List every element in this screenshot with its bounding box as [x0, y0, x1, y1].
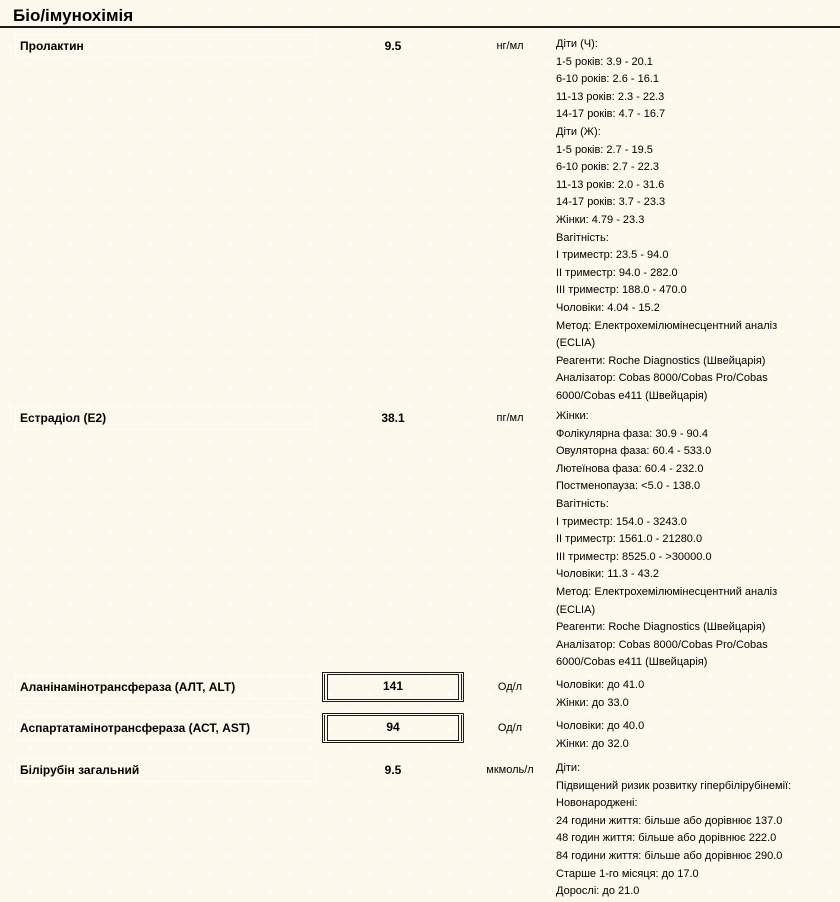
reference-line: (ECLIA) [556, 337, 596, 350]
reference-line: Діти (Ж): [556, 125, 601, 138]
test-unit: мкмоль/л [486, 764, 534, 776]
section-title: Біо/імунохімія [13, 6, 134, 25]
reference-line: III триместр: 8525.0 - >30000.0 [556, 550, 712, 563]
reference-line: (ECLIA) [556, 603, 596, 616]
reference-line: Чоловіки: до 41.0 [556, 679, 645, 691]
test-unit: Од/л [497, 681, 523, 693]
flagged-value-text: 94 [386, 720, 400, 734]
test-value: 38.1 [381, 411, 405, 425]
section-header [0, 0, 840, 28]
reference-line: 14-17 років: 3.7 - 23.3 [556, 196, 666, 209]
test-value: 9.5 [384, 39, 402, 53]
flagged-value-text: 141 [382, 679, 404, 693]
reference-line: Лютеїнова фаза: 60.4 - 232.0 [556, 462, 704, 475]
test-unit: пг/мл [496, 412, 524, 424]
reference-line: 48 годин життя: більше або дорівнює 222.0 [556, 832, 777, 845]
reference-line: Жінки: до 32.0 [556, 737, 629, 750]
reference-line: I триместр: 23.5 - 94.0 [556, 249, 669, 262]
reference-line: I триместр: 154.0 - 3243.0 [556, 515, 687, 528]
reference-line: Постменопауза: <5.0 - 138.0 [556, 480, 701, 493]
test-unit: Од/л [497, 722, 523, 734]
test-name: Естрадіол (E2) [20, 411, 107, 425]
reference-line: Жінки: [556, 410, 589, 422]
reference-line: II триместр: 1561.0 - 21280.0 [556, 533, 703, 546]
reference-line: 84 години життя: більше або дорівнює 290.0 [556, 849, 783, 862]
reference-range [556, 36, 836, 405]
test-name: Пролактин [20, 39, 84, 53]
reference-line: Реагенти: Roche Diagnostics (Швейцарія) [556, 621, 766, 634]
reference-line: Чоловіки: 11.3 - 43.2 [556, 568, 660, 581]
reference-line: III триместр: 188.0 - 470.0 [556, 284, 687, 297]
test-unit: нг/мл [496, 40, 524, 52]
reference-line: Жінки: 4.79 - 23.3 [556, 213, 645, 226]
test-name: Аспартатамінотрансфераза (АСТ, AST) [20, 721, 251, 735]
reference-line: Діти: [556, 762, 581, 774]
reference-line: Аналізатор: Cobas 8000/Cobas Pro/Cobas [556, 372, 768, 385]
reference-line: 14-17 років: 4.7 - 16.7 [556, 108, 666, 121]
reference-line: 6-10 років: 2.7 - 22.3 [556, 161, 659, 174]
reference-line: 1-5 років: 3.9 - 20.1 [556, 55, 653, 68]
reference-line: 6000/Cobas e411 (Швейцарія) [556, 656, 708, 669]
test-value-flagged [322, 713, 464, 743]
reference-line: Діти (Ч): [556, 38, 598, 50]
reference-line: Метод: Електрохемілюмінесцентний аналіз [556, 585, 778, 598]
reference-line: 11-13 років: 2.3 - 22.3 [556, 90, 665, 103]
reference-line: 1-5 років: 2.7 - 19.5 [556, 143, 653, 156]
reference-line: Реагенти: Roche Diagnostics (Швейцарія) [556, 354, 766, 367]
reference-range [556, 677, 836, 712]
test-name: Аланінамінотрансфераза (АЛТ, ALT) [20, 680, 236, 694]
reference-line: Чоловіки: до 40.0 [556, 720, 645, 732]
reference-line: Дорослі: до 21.0 [556, 885, 640, 898]
reference-line: 6-10 років: 2.6 - 16.1 [556, 73, 659, 86]
test-value-flagged [322, 672, 464, 702]
reference-line: Вагітність: [556, 497, 609, 510]
reference-line: Чоловіки: 4.04 - 15.2 [556, 301, 660, 314]
reference-line: Фолікулярна фаза: 30.9 - 90.4 [556, 427, 708, 440]
test-name: Білірубін загальний [20, 763, 140, 777]
reference-line: 6000/Cobas e411 (Швейцарія) [556, 389, 708, 402]
reference-line: Новонароджені: [556, 797, 638, 810]
reference-range [556, 408, 836, 672]
reference-line: Овуляторна фаза: 60.4 - 533.0 [556, 445, 712, 458]
reference-line: Старше 1-го місяця: до 17.0 [556, 867, 699, 880]
test-value: 9.5 [384, 763, 402, 777]
reference-range [556, 718, 836, 753]
reference-line: Жінки: до 33.0 [556, 696, 629, 709]
reference-range [556, 760, 836, 901]
reference-line: Аналізатор: Cobas 8000/Cobas Pro/Cobas [556, 638, 768, 651]
reference-line: 24 години життя: більше або дорівнює 137.0 [556, 814, 783, 827]
reference-line: Підвищений ризик розвитку гіпербілірубінемії: [556, 779, 792, 792]
reference-line: Вагітність: [556, 231, 609, 244]
reference-line: Метод: Електрохемілюмінесцентний аналіз [556, 319, 778, 332]
reference-line: 11-13 років: 2.0 - 31.6 [556, 178, 665, 191]
reference-line: II триместр: 94.0 - 282.0 [556, 266, 678, 279]
